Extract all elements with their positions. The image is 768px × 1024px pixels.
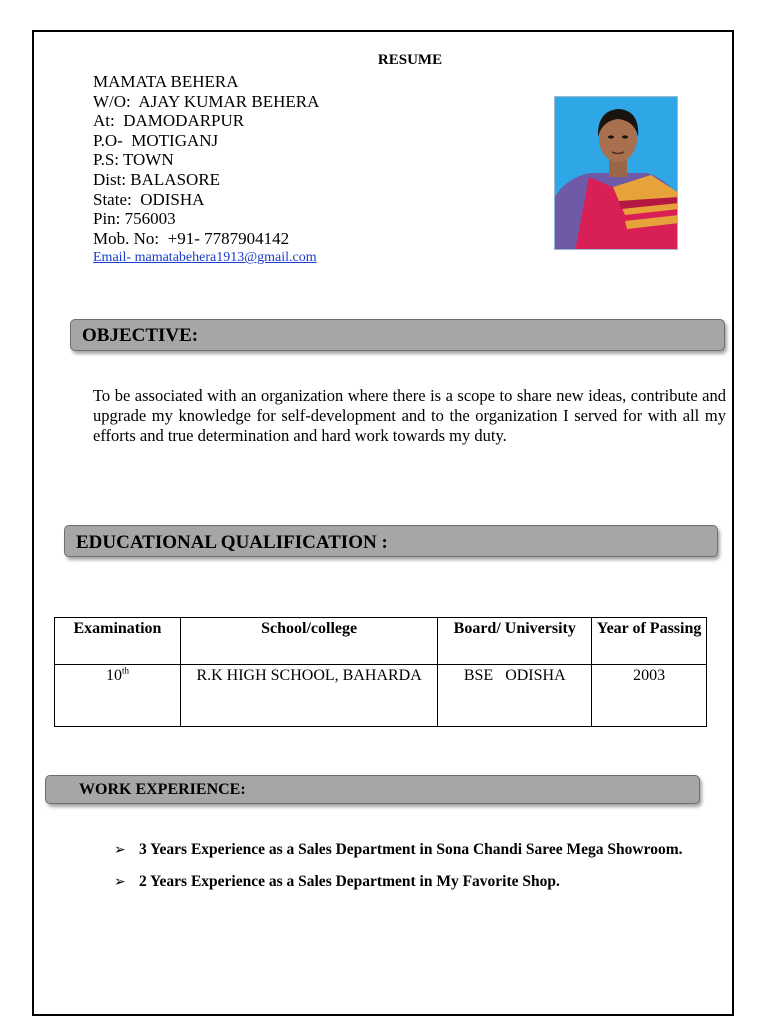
email-link[interactable]: Email- mamatabehera1913@gmail.com [93,250,317,266]
work-item-text: 3 Years Experience as a Sales Department in Sona Chandi Saree Mega Showroom. [139,841,683,858]
cell-board: BSE ODISHA [438,665,592,727]
column-header-examination: Examination [55,618,181,665]
resume-title: RESUME [377,52,443,68]
objective-text: To be associated with an organization where there is a scope to share new ideas, contribute and upgrade my knowledge for self-development and to the organization I served for with all my efforts and true determination and hard work towards my duty. [93,386,726,445]
candidate-photo [554,96,678,250]
work-experience-heading: WORK EXPERIENCE: [45,775,700,804]
column-header-year: Year of Passing [592,618,707,665]
cell-school: R.K HIGH SCHOOL, BAHARDA [180,665,437,727]
candidate-name: MAMATA BEHERA [93,72,239,91]
arrow-bullet-icon: ➢ [114,842,126,858]
contact-block [93,72,319,267]
exam-superscript: th [121,665,129,676]
column-header-board: Board/ University [438,618,592,665]
district-line: Dist: BALASORE [93,169,221,189]
work-experience-list [114,840,726,904]
state-line: State: ODISHA [93,189,205,209]
column-header-school: School/college [180,618,437,665]
mobile-line: Mob. No: +91- 7787904142 [93,228,290,248]
list-item [114,872,726,892]
table-header-row [55,618,707,665]
cell-examination [55,665,181,727]
list-item [114,840,726,860]
work-item-text: 2 Years Experience as a Sales Department in My Favorite Shop. [139,873,560,890]
portrait-illustration [555,97,678,250]
pin-line: Pin: 756003 [93,209,176,229]
post-office-line: P.O- MOTIGANJ [93,130,219,150]
education-table [54,617,707,727]
cell-year: 2003 [592,665,707,727]
wife-of-line: W/O: AJAY KUMAR BEHERA [93,91,320,111]
table-row [55,665,707,727]
police-station-line: P.S: TOWN [93,150,174,170]
education-heading: EDUCATIONAL QUALIFICATION : [64,525,718,557]
arrow-bullet-icon: ➢ [114,874,126,890]
objective-heading: OBJECTIVE: [70,319,725,351]
address-at-line: At: DAMODARPUR [93,111,245,131]
exam-value: 10 [105,667,122,684]
